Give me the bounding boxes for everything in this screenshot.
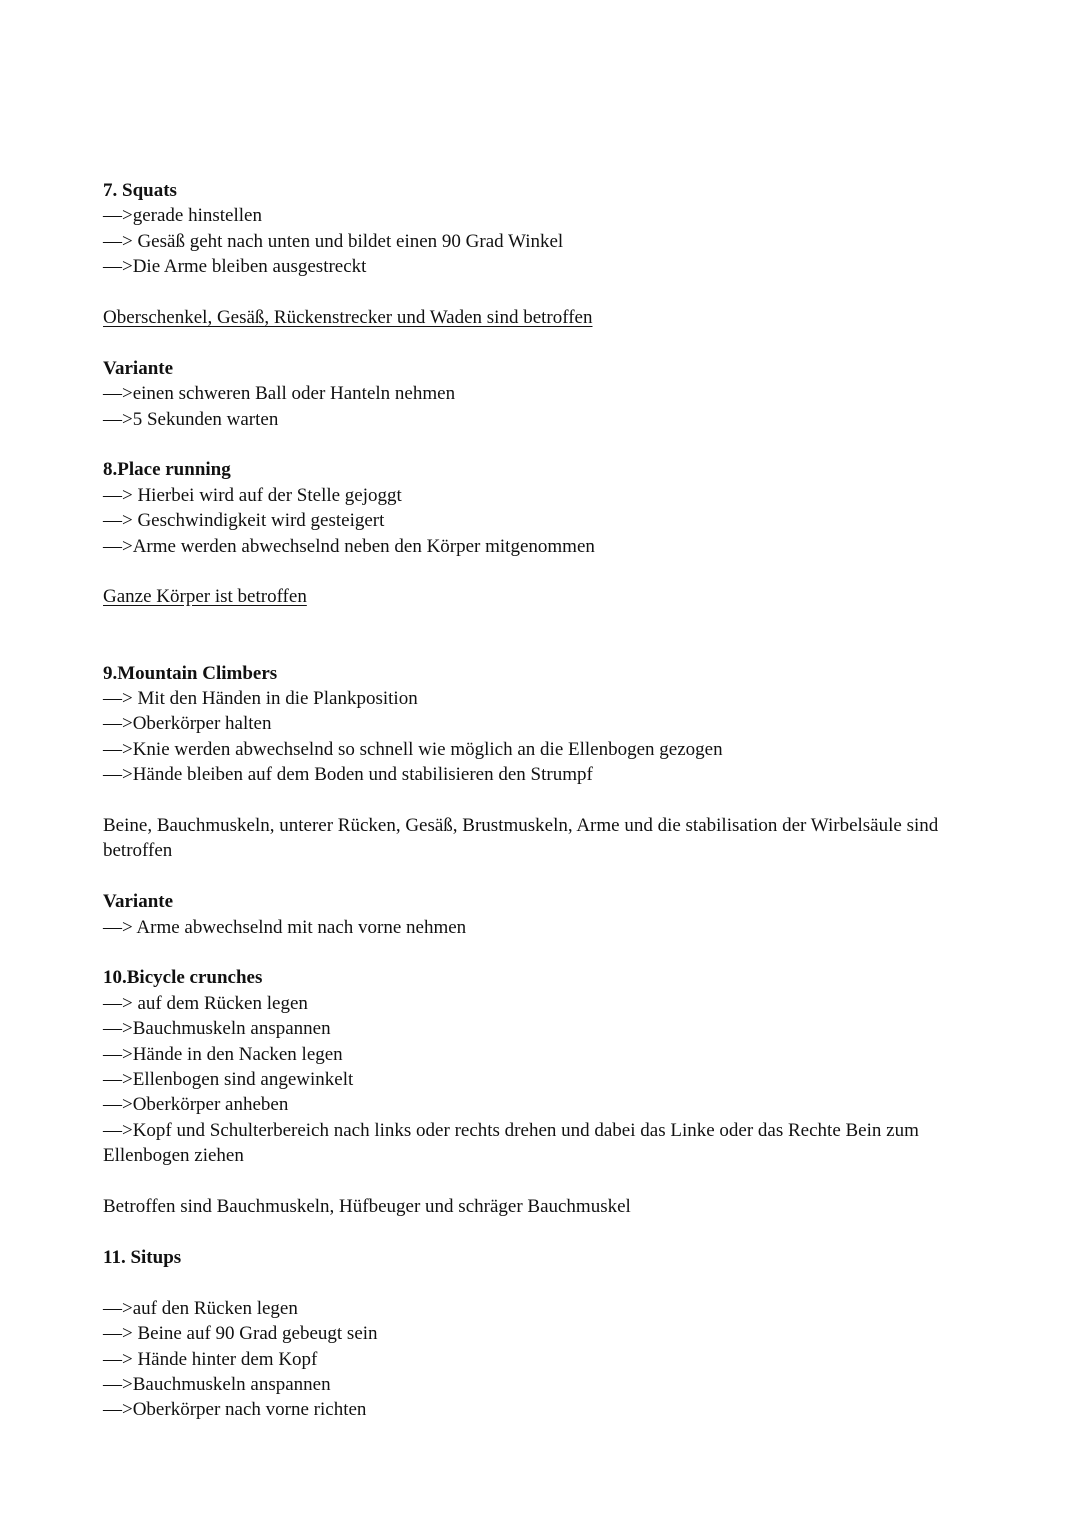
exercise-step: —> Beine auf 90 Grad gebeugt sein	[103, 1323, 378, 1345]
exercise-step: —> Mit den Händen in die Plankposition	[103, 688, 418, 710]
affected-muscles: Betroffen sind Bauchmuskeln, Hüfbeuger und schräger Bauchmuskel	[103, 1196, 631, 1218]
exercise-heading: 10.Bicycle crunches	[103, 967, 263, 989]
variant-step: —>5 Sekunden warten	[103, 408, 279, 430]
spacer	[103, 864, 983, 889]
exercise-step: —>Oberkörper halten	[103, 713, 272, 735]
spacer	[103, 559, 983, 584]
spacer	[103, 432, 983, 457]
exercise-step: —> Hände hinter dem Kopf	[103, 1348, 318, 1370]
exercise-step: —>Oberkörper anheben	[103, 1094, 289, 1116]
spacer	[103, 1169, 983, 1194]
exercise-step: —>Ellenbogen sind angewinkelt	[103, 1069, 354, 1091]
exercise-section-squats	[103, 178, 983, 432]
spacer	[103, 610, 983, 635]
exercise-section-place-running	[103, 457, 983, 609]
exercise-step: —>Arme werden abwechselnd neben den Körper mitgenommen	[103, 535, 595, 557]
spacer	[103, 1220, 983, 1245]
exercise-step: —>Hände bleiben auf dem Boden und stabilisieren den Strumpf	[103, 764, 593, 786]
spacer	[103, 280, 983, 305]
exercise-step: —> auf dem Rücken legen	[103, 992, 308, 1014]
exercise-heading: 7. Squats	[103, 180, 177, 201]
exercise-step: —>gerade hinstellen	[103, 205, 262, 227]
affected-muscles: Beine, Bauchmuskeln, unterer Rücken, Gesäß, Brustmuskeln, Arme und die stabilisation der Wirbelsäule sind betroffen	[103, 815, 939, 862]
exercise-step: —>Oberkörper nach vorne richten	[103, 1399, 367, 1421]
spacer	[103, 635, 983, 660]
exercise-step: —> Hierbei wird auf der Stelle gejoggt	[103, 484, 402, 506]
exercise-heading: 8.Place running	[103, 459, 231, 481]
exercise-step: —>Bauchmuskeln anspannen	[103, 1373, 331, 1395]
variant-heading: Variante	[103, 357, 174, 379]
spacer	[103, 330, 983, 355]
exercise-step: —>Hände in den Nacken legen	[103, 1043, 343, 1065]
exercise-step: —> Geschwindigkeit wird gesteigert	[103, 510, 385, 532]
exercise-step: —>Knie werden abwechselnd so schnell wie möglich an die Ellenbogen gezogen	[103, 738, 723, 760]
exercise-step: —>Die Arme bleiben ausgestreckt	[103, 256, 367, 278]
exercise-heading: 9.Mountain Climbers	[103, 662, 278, 684]
document-page	[103, 178, 983, 1423]
exercise-section-mountain-climbers	[103, 661, 983, 940]
exercise-section-bicycle-crunches	[103, 965, 983, 1219]
variant-step: —>einen schweren Ball oder Hanteln nehmen	[103, 383, 456, 405]
spacer	[103, 940, 983, 965]
variant-step: —> Arme abwechselnd mit nach vorne nehmen	[103, 916, 467, 938]
variant-heading: Variante	[103, 891, 174, 913]
exercise-step: —>auf den Rücken legen	[103, 1297, 298, 1319]
exercise-step: —>Kopf und Schulterbereich nach links oder rechts drehen und dabei das Linke oder das Rechte Bein zum Ellenbogen ziehen	[103, 1119, 919, 1167]
exercise-section-situps	[103, 1245, 983, 1423]
affected-muscles: Oberschenkel, Gesäß, Rückenstrecker und Waden sind betroffen	[103, 307, 593, 329]
exercise-step: —>Bauchmuskeln anspannen	[103, 1018, 331, 1040]
spacer	[103, 1270, 983, 1295]
spacer	[103, 788, 983, 813]
exercise-step: —> Gesäß geht nach unten und bildet einen 90 Grad Winkel	[103, 230, 564, 252]
exercise-heading: 11. Situps	[103, 1246, 182, 1268]
affected-muscles: Ganze Körper ist betroffen	[103, 586, 307, 608]
